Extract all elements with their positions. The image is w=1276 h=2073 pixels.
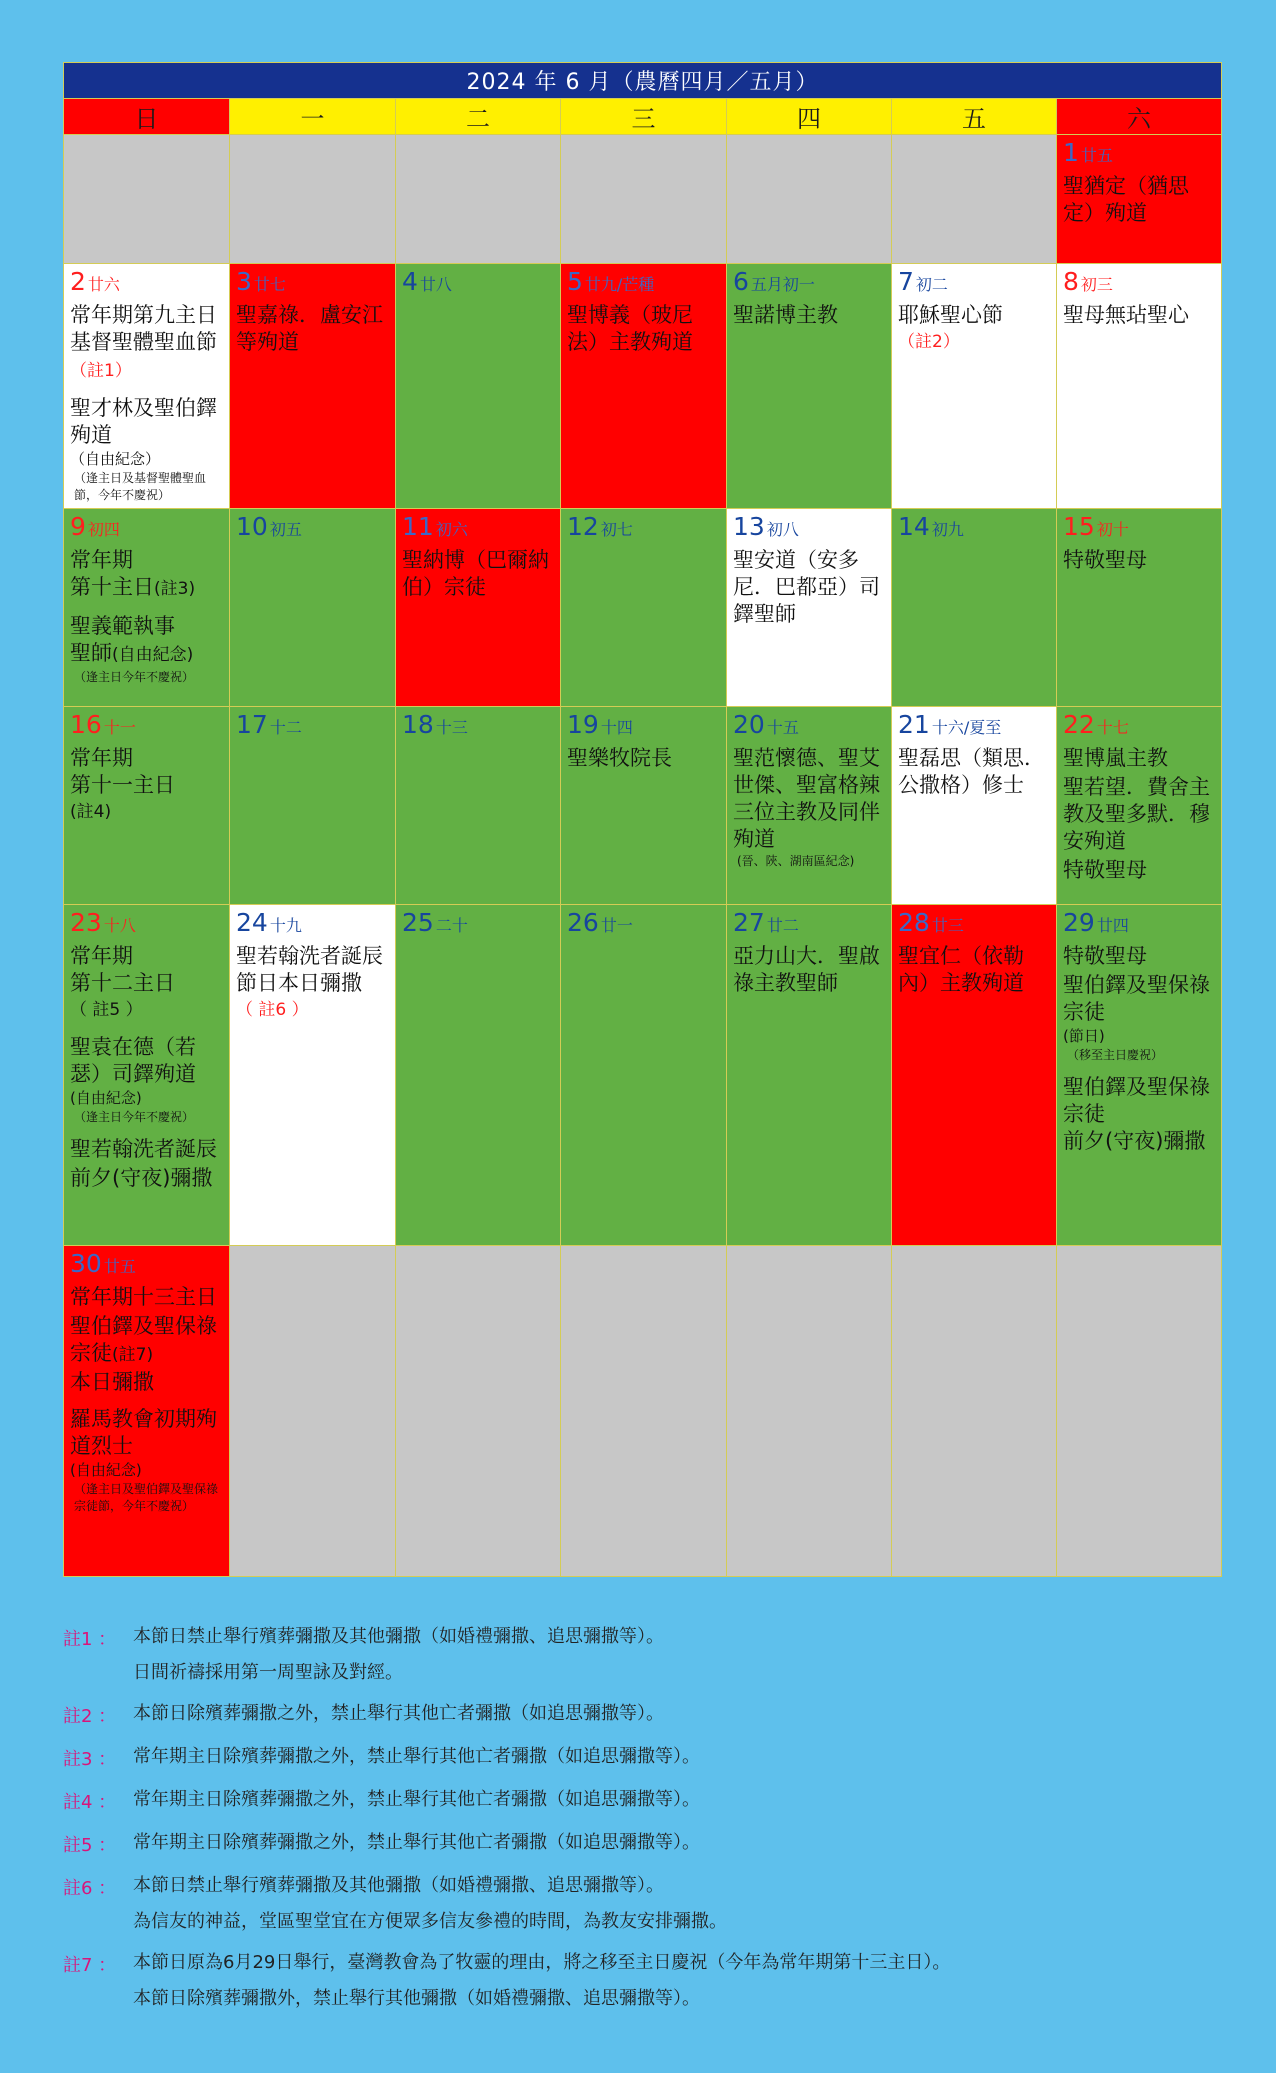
empty-day-cell xyxy=(727,135,892,264)
feast-name: 聖才林及聖伯鐸殉道 xyxy=(70,396,217,447)
feast-name: 羅馬教會初期殉道烈士 xyxy=(70,1407,217,1458)
empty-day-cell xyxy=(561,1246,727,1577)
footnote-text: 常年期主日除殯葬彌撒之外，禁止舉行其他亡者彌撒（如追思彌撒等）。 xyxy=(133,1832,700,1853)
day-cell-13 xyxy=(727,509,892,707)
footnote-label: 註4 ： xyxy=(63,1792,117,1813)
lunar-date: 十四 xyxy=(600,718,633,737)
memorial-remark: （移至主日慶祝） xyxy=(1067,1048,1164,1062)
weekday-thu: 四 xyxy=(727,99,892,135)
footnote-text: 為信友的神益，堂區聖堂宜在方便眾多信友參禮的時間，為教友安排彌撒。 xyxy=(133,1911,727,1932)
day-cell-11 xyxy=(396,509,561,707)
feast-name: 聖博嵐主教 xyxy=(1063,746,1168,770)
empty-day-cell xyxy=(892,135,1057,264)
weekday-wed: 三 xyxy=(561,99,727,135)
lunar-date: 十三 xyxy=(435,718,468,737)
feast-name: 聖博義（玻尼法）主教殉道 xyxy=(567,303,693,354)
day-number: 25 xyxy=(402,908,434,937)
lunar-date: 二十 xyxy=(435,916,468,935)
day-number: 9 xyxy=(70,512,86,541)
weekday-sun: 日 xyxy=(64,99,230,135)
lunar-date: 廿三 xyxy=(931,916,964,935)
mass-note: 節日本日彌撒 xyxy=(236,971,362,995)
lunar-date: 十六/夏至 xyxy=(931,718,1002,737)
note-ref: (註4) xyxy=(70,802,112,822)
empty-day-cell xyxy=(64,135,230,264)
feast-rank: (節日) xyxy=(1063,1027,1105,1045)
feast-name: 聖伯鐸及聖保祿宗徒 xyxy=(1063,1075,1210,1126)
day-number: 6 xyxy=(733,267,749,296)
lunar-date: 十五 xyxy=(766,718,799,737)
footnote-label: 註6 ： xyxy=(63,1878,117,1899)
day-number: 5 xyxy=(567,267,583,296)
footnote-label: 註2 ： xyxy=(63,1706,117,1727)
feast-name: 常年期 xyxy=(70,944,133,968)
day-number: 12 xyxy=(567,512,599,541)
day-cell-21 xyxy=(892,707,1057,905)
feast-name: 基督聖體聖血節 xyxy=(70,330,217,354)
footnote xyxy=(63,1702,1221,1728)
mass-note: 前夕(守夜)彌撒 xyxy=(1063,1129,1206,1153)
footnotes xyxy=(63,1625,1221,2028)
lunar-date: 十八 xyxy=(103,916,136,935)
day-cell-23 xyxy=(64,905,230,1246)
feast-name: 聖伯鐸及聖保祿宗徒 xyxy=(70,1314,217,1365)
day-number: 28 xyxy=(898,908,930,937)
feast-name: 聖袁在德（若瑟）司鐸殉道 xyxy=(70,1035,196,1086)
memorial-type: (自由紀念) xyxy=(112,645,194,665)
day-cell-7 xyxy=(892,264,1057,509)
feast-name: 聖磊思（類思．公撒格）修士 xyxy=(898,746,1045,797)
note-ref: （註1） xyxy=(70,361,132,381)
lunar-date: 初四 xyxy=(87,520,120,539)
day-cell-14 xyxy=(892,509,1057,707)
day-cell-29 xyxy=(1057,905,1222,1246)
lunar-date: 初五 xyxy=(269,520,302,539)
day-number: 21 xyxy=(898,710,930,739)
footnote-text: 本節日除殯葬彌撒之外，禁止舉行其他亡者彌撒（如追思彌撒等）。 xyxy=(133,1703,664,1724)
day-cell-18 xyxy=(396,707,561,905)
footnote xyxy=(63,1831,1221,1857)
lunar-date: 廿九/芒種 xyxy=(584,275,655,294)
empty-day-cell xyxy=(561,135,727,264)
feast-name: 聖諾博主教 xyxy=(733,303,838,327)
feast-name: 特敬聖母 xyxy=(1063,548,1147,572)
day-number: 20 xyxy=(733,710,765,739)
note-ref: (註7) xyxy=(112,1345,154,1365)
weekday-fri: 五 xyxy=(892,99,1057,135)
footnote-text: 日間祈禱採用第一周聖詠及對經。 xyxy=(133,1662,403,1683)
feast-name: 常年期 xyxy=(70,746,133,770)
feast-name: 聖若望．費舍主教及聖多默．穆安殉道 xyxy=(1063,775,1210,853)
empty-day-cell xyxy=(892,1246,1057,1577)
footnote xyxy=(63,1745,1221,1771)
day-cell-30 xyxy=(64,1246,230,1577)
day-number: 16 xyxy=(70,710,102,739)
lunar-date: 廿八 xyxy=(419,275,452,294)
day-cell-25 xyxy=(396,905,561,1246)
day-number: 18 xyxy=(402,710,434,739)
day-cell-17 xyxy=(230,707,396,905)
day-number: 22 xyxy=(1063,710,1095,739)
day-number: 29 xyxy=(1063,908,1095,937)
day-cell-2 xyxy=(64,264,230,509)
mass-note: 前夕(守夜)彌撒 xyxy=(70,1166,213,1190)
feast-name: 第十一主日 xyxy=(70,773,175,797)
note-ref: （ 註5 ） xyxy=(70,1000,143,1020)
lunar-date: 十七 xyxy=(1096,718,1129,737)
footnote xyxy=(63,1951,1221,2011)
lunar-date: 初八 xyxy=(766,520,799,539)
lunar-date: 五月初一 xyxy=(750,275,815,294)
empty-day-cell xyxy=(727,1246,892,1577)
day-cell-24 xyxy=(230,905,396,1246)
feast-name: 聖義範執事 xyxy=(70,614,175,638)
day-cell-12 xyxy=(561,509,727,707)
day-number: 24 xyxy=(236,908,268,937)
feast-name: 聖師 xyxy=(70,641,112,665)
footnote-text: 常年期主日除殯葬彌撒之外，禁止舉行其他亡者彌撒（如追思彌撒等）。 xyxy=(133,1746,700,1767)
empty-day-cell xyxy=(396,1246,561,1577)
lunar-date: 十九 xyxy=(269,916,302,935)
footnote xyxy=(63,1625,1221,1685)
lunar-date: 初二 xyxy=(915,275,948,294)
weekday-tue: 二 xyxy=(396,99,561,135)
feast-name: 聖猶定（猶思定）殉道 xyxy=(1063,174,1189,225)
footnote-text: 本節日除殯葬彌撒外，禁止舉行其他彌撒（如婚禮彌撒、追思彌撒等）。 xyxy=(133,1988,700,2009)
day-cell-27 xyxy=(727,905,892,1246)
footnote xyxy=(63,1874,1221,1934)
empty-day-cell xyxy=(1057,1246,1222,1577)
lunar-date: 初六 xyxy=(435,520,468,539)
day-number: 11 xyxy=(402,512,434,541)
day-cell-20 xyxy=(727,707,892,905)
feast-name: 亞力山大．聖啟祿主教聖師 xyxy=(733,944,880,995)
note-ref: (註3) xyxy=(154,579,196,599)
lunar-date: 十一 xyxy=(103,718,136,737)
day-cell-8 xyxy=(1057,264,1222,509)
note-ref: （ 註6 ） xyxy=(236,1000,309,1020)
empty-day-cell xyxy=(396,135,561,264)
memorial-remark: （逢主日今年不慶祝） xyxy=(74,670,195,684)
note-ref: （註2） xyxy=(898,332,960,352)
feast-name: 聖若翰洗者誕辰 xyxy=(236,944,383,968)
memorial-type: (自由紀念) xyxy=(70,1461,142,1479)
day-cell-5 xyxy=(561,264,727,509)
lunar-date: 初三 xyxy=(1080,275,1113,294)
day-number: 7 xyxy=(898,267,914,296)
footnote-label: 註3 ： xyxy=(63,1749,117,1770)
calendar-table xyxy=(63,62,1222,1577)
feast-name: 常年期第九主日 xyxy=(70,303,217,327)
day-cell-1 xyxy=(1057,135,1222,264)
lunar-date: 廿七 xyxy=(253,275,286,294)
feast-name: 聖范懷德、聖艾世傑、聖富格辣三位主教及同伴殉道 xyxy=(733,746,880,851)
footnote-text: 本節日原為6月29日舉行，臺灣教會為了牧靈的理由，將之移至主日慶祝（今年為常年期第十三主日）。 xyxy=(133,1952,951,1973)
day-cell-9 xyxy=(64,509,230,707)
feast-name: 第十二主日 xyxy=(70,971,175,995)
memorial-remark: （逢主日及聖伯鐸及聖保祿宗徒節，今年不慶祝） xyxy=(74,1482,219,1513)
day-number: 23 xyxy=(70,908,102,937)
memorial-remark: (晉、陝、湖南區紀念) xyxy=(737,854,855,868)
day-number: 3 xyxy=(236,267,252,296)
day-number: 4 xyxy=(402,267,418,296)
day-number: 2 xyxy=(70,267,86,296)
day-cell-15 xyxy=(1057,509,1222,707)
day-cell-28 xyxy=(892,905,1057,1246)
footnote-label: 註7 ： xyxy=(63,1955,117,1976)
mass-note: 本日彌撒 xyxy=(70,1370,154,1394)
memorial-remark: （逢主日今年不慶祝） xyxy=(74,1110,195,1124)
feast-name: 聖宜仁（依勒內）主教殉道 xyxy=(898,944,1024,995)
lunar-date: 初七 xyxy=(600,520,633,539)
day-cell-3 xyxy=(230,264,396,509)
lunar-date: 初十 xyxy=(1096,520,1129,539)
empty-day-cell xyxy=(230,1246,396,1577)
footnote-text: 本節日禁止舉行殯葬彌撒及其他彌撒（如婚禮彌撒、追思彌撒等）。 xyxy=(133,1875,664,1896)
day-number: 14 xyxy=(898,512,930,541)
day-cell-16 xyxy=(64,707,230,905)
calendar-title: 2024 年 6 月（農曆四月／五月） xyxy=(64,63,1222,99)
feast-name: 常年期 xyxy=(70,548,133,572)
memorial-type: （自由紀念） xyxy=(70,450,161,468)
day-number: 1 xyxy=(1063,138,1079,167)
day-number: 30 xyxy=(70,1249,102,1278)
feast-name: 聖嘉祿．盧安江等殉道 xyxy=(236,303,383,354)
feast-name: 聖母無玷聖心 xyxy=(1063,303,1189,327)
day-cell-4 xyxy=(396,264,561,509)
day-number: 8 xyxy=(1063,267,1079,296)
day-cell-26 xyxy=(561,905,727,1246)
lunar-date: 廿二 xyxy=(766,916,799,935)
footnote-label: 註5 ： xyxy=(63,1835,117,1856)
footnote-label: 註1 ： xyxy=(63,1629,117,1650)
day-cell-6 xyxy=(727,264,892,509)
day-number: 17 xyxy=(236,710,268,739)
feast-name: 特敬聖母 xyxy=(1063,858,1147,882)
day-number: 26 xyxy=(567,908,599,937)
feast-name: 特敬聖母 xyxy=(1063,944,1147,968)
feast-name: 常年期十三主日 xyxy=(70,1285,217,1309)
day-number: 10 xyxy=(236,512,268,541)
footnote xyxy=(63,1788,1221,1814)
lunar-date: 廿五 xyxy=(1080,146,1113,165)
feast-name: 聖納博（巴爾納伯）宗徒 xyxy=(402,548,549,599)
lunar-date: 廿六 xyxy=(87,275,120,294)
day-number: 27 xyxy=(733,908,765,937)
day-number: 13 xyxy=(733,512,765,541)
lunar-date: 廿四 xyxy=(1096,916,1129,935)
feast-name: 聖樂牧院長 xyxy=(567,746,672,770)
memorial-type: (自由紀念) xyxy=(70,1089,142,1107)
lunar-date: 廿一 xyxy=(600,916,633,935)
day-number: 19 xyxy=(567,710,599,739)
footnote-text: 本節日禁止舉行殯葬彌撒及其他彌撒（如婚禮彌撒、追思彌撒等）。 xyxy=(133,1626,664,1647)
lunar-date: 廿五 xyxy=(103,1257,136,1276)
day-cell-22 xyxy=(1057,707,1222,905)
lunar-date: 十二 xyxy=(269,718,302,737)
day-cell-19 xyxy=(561,707,727,905)
memorial-remark: （逢主日及基督聖體聖血節，今年不慶祝） xyxy=(74,471,207,502)
feast-name: 第十主日 xyxy=(70,575,154,599)
day-cell-10 xyxy=(230,509,396,707)
weekday-sat: 六 xyxy=(1057,99,1222,135)
lunar-date: 初九 xyxy=(931,520,964,539)
feast-name: 聖伯鐸及聖保祿宗徒 xyxy=(1063,973,1210,1024)
empty-day-cell xyxy=(230,135,396,264)
footnote-text: 常年期主日除殯葬彌撒之外，禁止舉行其他亡者彌撒（如追思彌撒等）。 xyxy=(133,1789,700,1810)
day-number: 15 xyxy=(1063,512,1095,541)
feast-name: 聖安道（安多尼．巴都亞）司鐸聖師 xyxy=(733,548,880,626)
feast-name: 耶穌聖心節 xyxy=(898,303,1003,327)
feast-name: 聖若翰洗者誕辰 xyxy=(70,1137,217,1161)
weekday-mon: 一 xyxy=(230,99,396,135)
